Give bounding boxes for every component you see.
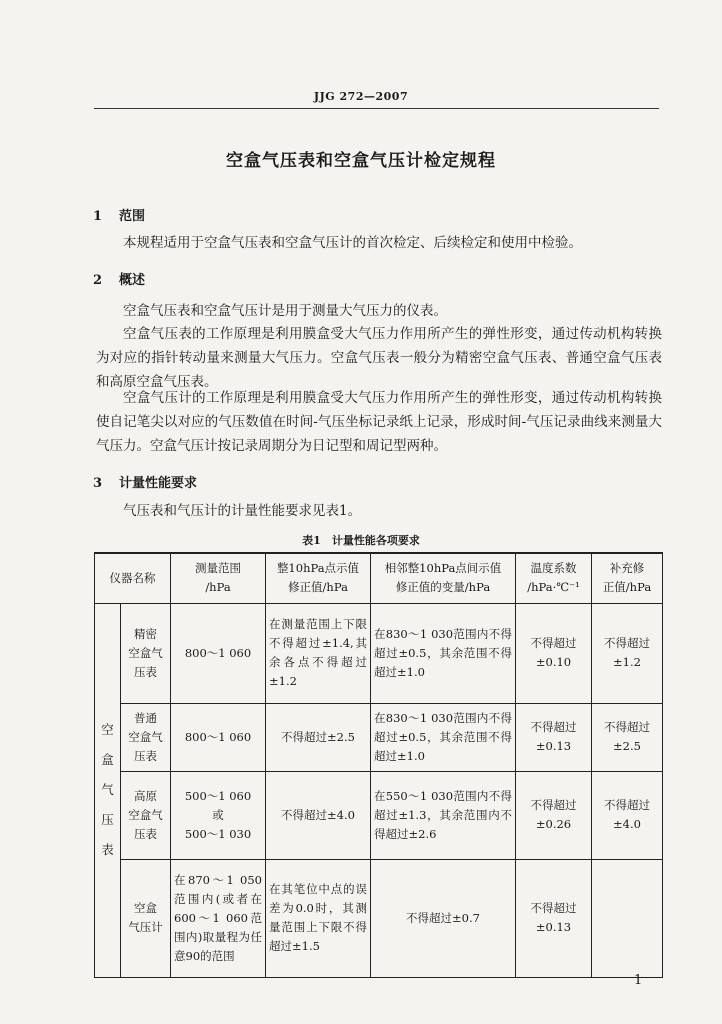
- range-value: 800～1 060: [171, 603, 266, 703]
- temperature-coefficient-value: 不得超过 ±0.13: [516, 859, 592, 977]
- range-value: 在870～1 050范围内(或者在600～1 060范围内)取量程为任意90的范围: [171, 859, 266, 977]
- section-2-paragraph-1: 空盒气压表和空盒气压计是用于测量大气压力的仪表。: [123, 303, 447, 319]
- table-row: [95, 603, 663, 703]
- section-1-heading: [93, 205, 145, 224]
- supplementary-correction-value: 不得超过 ±2.5: [592, 703, 663, 771]
- section-3-paragraph: 气压表和气压计的计量性能要求见表1。: [123, 503, 362, 519]
- correction-value: 在其笔位中点的误差为0.0时，其测量范围上下限不得超过±1.5: [266, 859, 371, 977]
- supplementary-correction-value: [592, 859, 663, 977]
- section-2-heading: [93, 269, 145, 288]
- performance-requirements-table: [94, 552, 663, 978]
- document-title: 空盒气压表和空盒气压计检定规程: [226, 151, 496, 171]
- section-3-title: 计量性能要求: [119, 476, 198, 491]
- instrument-name: 普通 空盒气 压表: [121, 703, 171, 771]
- table-row: [95, 703, 663, 771]
- temperature-coefficient-value: 不得超过 ±0.26: [516, 771, 592, 859]
- header-variation: 相邻整10hPa点间示值 修正值的变量/hPa: [371, 553, 516, 603]
- instrument-name: 高原 空盒气 压表: [121, 771, 171, 859]
- temperature-coefficient-value: 不得超过 ±0.10: [516, 603, 592, 703]
- instrument-name: 精密 空盒气 压表: [121, 603, 171, 703]
- page-number: 1: [634, 973, 643, 988]
- range-value: 500～1 060 或 500～1 030: [171, 771, 266, 859]
- section-2-number: 2: [93, 273, 103, 288]
- supplementary-correction-value: 不得超过 ±4.0: [592, 771, 663, 859]
- variation-value: 在550～1 030范围内不得超过±1.3，其余范围内不得超过±2.6: [371, 771, 516, 859]
- temperature-coefficient-value: 不得超过 ±0.13: [516, 703, 592, 771]
- section-1-number: 1: [93, 209, 103, 224]
- table-row: [95, 859, 663, 977]
- correction-value: 不得超过±2.5: [266, 703, 371, 771]
- running-header: JJG 272—2007: [313, 90, 409, 103]
- table-caption: 表1 计量性能各项要求: [302, 534, 420, 547]
- section-3-heading: [93, 472, 197, 491]
- table-header-row: [95, 553, 663, 603]
- correction-value: 在测量范围上下限不得超过±1.4,其余各点不得超过±1.2: [266, 603, 371, 703]
- header-range: 测量范围 /hPa: [171, 553, 266, 603]
- supplementary-correction-value: 不得超过 ±1.2: [592, 603, 663, 703]
- section-2-paragraph-2: 空盒气压表的工作原理是利用膜盒受大气压力作用所产生的弹性形变，通过传动机构转换为对应的指针转动量来测量大气压力。空盒气压表一般分为精密空盒气压表、普通空盒气压表和高原空盒气压表。: [96, 326, 662, 390]
- section-2-paragraph-3: 空盒气压计的工作原理是利用膜盒受大气压力作用所产生的弹性形变，通过传动机构转换使自记笔尖以对应的气压数值在时间-气压坐标记录纸上记录，形成时间-气压记录曲线来测量大气压力。空盒气压计按记录周期分为日记型和周记型两种。: [96, 390, 662, 454]
- correction-value: 不得超过±4.0: [266, 771, 371, 859]
- header-temperature-coefficient: 温度系数 /hPa·℃⁻¹: [516, 553, 592, 603]
- section-1-paragraph: 本规程适用于空盒气压表和空盒气压计的首次检定、后续检定和使用中检验。: [123, 235, 582, 251]
- group-label-cell: [95, 603, 121, 977]
- header-instrument: 仪器名称: [95, 553, 171, 603]
- table-row: [95, 771, 663, 859]
- section-2-title: 概述: [119, 273, 146, 288]
- section-1-title: 范围: [119, 209, 146, 224]
- instrument-name: 空盒 气压计: [121, 859, 171, 977]
- variation-value: 不得超过±0.7: [371, 859, 516, 977]
- header-correction: 整10hPa点示值 修正值/hPa: [266, 553, 371, 603]
- section-3-number: 3: [93, 476, 103, 491]
- variation-value: 在830～1 030范围内不得超过±0.5，其余范围不得超过±1.0: [371, 603, 516, 703]
- range-value: 800～1 060: [171, 703, 266, 771]
- header-supplementary-correction: 补充修 正值/hPa: [592, 553, 663, 603]
- header-rule: [94, 108, 659, 109]
- group-label: 空 盒 气 压 表: [101, 722, 114, 857]
- variation-value: 在830～1 030范围内不得超过±0.5，其余范围不得超过±1.0: [371, 703, 516, 771]
